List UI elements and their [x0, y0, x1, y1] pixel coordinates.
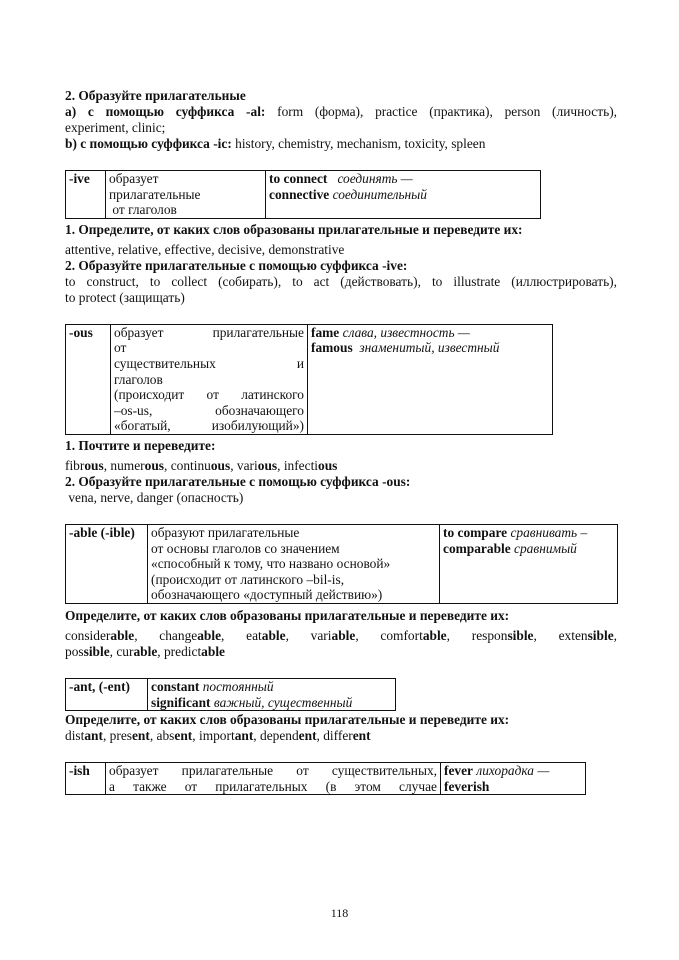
example-translation: знаменитый, известный [359, 340, 500, 356]
desc-line: «богатый, изобилующий») [114, 418, 304, 434]
word-suffix: able [201, 643, 225, 659]
word-separator: , [103, 457, 111, 473]
word-stem: eat [246, 627, 262, 643]
example-word: feverish [444, 778, 490, 794]
word-stem: abs [156, 728, 175, 744]
page-content [65, 88, 617, 795]
word-separator: , [163, 457, 171, 473]
word-suffix: able [422, 627, 447, 643]
word-suffix: ous [318, 457, 338, 473]
task-heading: Определите, от каких слов образованы прилагательные и переведите их: [65, 607, 510, 623]
desc-line: существительных и [114, 355, 304, 371]
example-translation: постоянный [202, 678, 274, 694]
word-suffix: ent [352, 728, 371, 744]
word-item [164, 644, 225, 659]
word-suffix: ent [298, 728, 317, 744]
word-suffix: able [197, 627, 222, 643]
word-suffix: ent [131, 728, 150, 744]
example-translation: сравнивать – [510, 524, 588, 540]
word-stem: continu [170, 457, 211, 473]
task-words: vena, nerve, danger (опасность) [65, 489, 244, 505]
desc-line: образует прилагательные [114, 324, 304, 340]
word-stem: change [159, 627, 198, 643]
description-cell [111, 324, 308, 434]
task-b-label: b) с помощью суффикса -ic: [65, 136, 232, 151]
word-suffix: able [110, 627, 135, 643]
word-separator: , [102, 728, 110, 744]
suffix-table-ive [65, 170, 541, 219]
word-separator: , [109, 643, 117, 659]
word-item [237, 458, 284, 473]
task-heading: 1. Определите, от каких слов образованы прилагательные и переведите их: [65, 221, 523, 237]
desc-line: –os-us, обозначающего [114, 402, 304, 418]
word-item [65, 644, 116, 659]
word-stem: differ [323, 728, 353, 744]
word-stem: numer [110, 457, 145, 473]
word-item [110, 458, 170, 473]
word-stem: vari [310, 627, 332, 643]
word-stem: consider [65, 627, 111, 643]
word-separator: , [157, 643, 164, 659]
suffix-table-ant [65, 678, 396, 711]
desc-line: а также от прилагательных (в этом случае [109, 778, 437, 794]
description-cell [148, 524, 440, 603]
suffix-cell: -able (-ible) [66, 524, 148, 603]
task-words [65, 728, 617, 744]
desc-line: обозначающего «доступный действию») [151, 587, 383, 603]
word-stem: fibr [65, 457, 85, 473]
word-item [284, 458, 338, 473]
word-item [110, 728, 157, 743]
word-separator: , [149, 728, 157, 744]
word-separator: , [134, 627, 138, 643]
word-separator: , [277, 457, 284, 473]
word-item [65, 628, 138, 643]
word-stem: pos [65, 643, 84, 659]
task-words: to construct, to collect (собирать), to act (действовать), to illustrate (иллюстрировать), [65, 273, 617, 289]
example-cell [266, 171, 541, 219]
word-suffix: ous [144, 457, 164, 473]
word-separator: , [192, 728, 199, 744]
task-b-words: history, chemistry, mechanism, toxicity, spleen [231, 136, 486, 151]
word-suffix: sible [507, 627, 534, 643]
word-stem: respon [471, 627, 508, 643]
example-translation: лихорадка — [476, 763, 550, 779]
word-item [380, 628, 450, 643]
word-item [199, 728, 260, 743]
word-suffix: able [331, 627, 356, 643]
example-translation: слава, известность — [342, 324, 470, 340]
example-word: significant [151, 694, 211, 710]
example-word: connective [269, 186, 330, 202]
word-suffix: able [133, 643, 158, 659]
word-stem: import [198, 728, 235, 744]
word-item [311, 628, 359, 643]
example-cell [148, 678, 396, 710]
word-item [559, 628, 617, 643]
desc-line: образует прилагательные от существительных, [109, 763, 437, 779]
word-stem: cur [116, 643, 134, 659]
word-item [171, 458, 237, 473]
word-separator: , [613, 627, 617, 643]
description-cell [106, 171, 266, 219]
task-a-label: a) с помощью суффикса -al: [65, 104, 266, 119]
word-suffix: able [261, 627, 286, 643]
word-separator: , [316, 728, 324, 744]
word-suffix: ant [84, 728, 103, 744]
example-word: fame [311, 324, 340, 340]
task-words: to protect (защищать) [65, 289, 185, 305]
example-word: constant [151, 678, 200, 694]
word-item [65, 728, 110, 743]
word-suffix: ous [210, 457, 231, 473]
example-word: to compare [443, 524, 508, 540]
example-cell [308, 324, 553, 434]
example-word: famous [311, 340, 353, 356]
task-heading: 1. Почтите и переведите: [65, 437, 216, 453]
desc-line: от глаголов [109, 202, 177, 218]
word-stem: depend [260, 728, 299, 744]
task-a-words-cont: experiment, clinic; [65, 120, 166, 135]
word-separator: , [446, 627, 450, 643]
task-a [65, 104, 617, 120]
desc-line: образует [109, 171, 159, 186]
section-title: 2. Образуйте прилагательные [65, 88, 246, 103]
word-item [65, 458, 110, 473]
word-suffix: ent [174, 728, 193, 744]
word-item [472, 628, 537, 643]
suffix-cell: -ive [66, 171, 106, 219]
word-separator: , [253, 728, 260, 744]
example-translation: соединительный [332, 186, 427, 202]
word-separator: , [221, 627, 225, 643]
suffix-cell: -ant, (-ent) [66, 678, 148, 710]
example-word: fever [444, 763, 473, 779]
task-heading: 2. Образуйте прилагательные с помощью суффикса -ive: [65, 257, 408, 273]
page-number: 118 [330, 906, 349, 920]
word-suffix: sible [587, 627, 614, 643]
example-translation: сравнимый [514, 540, 577, 556]
word-item [157, 728, 199, 743]
word-stem: predict [163, 643, 202, 659]
word-item [323, 728, 370, 743]
suffix-cell: -ous [66, 324, 111, 434]
word-item [159, 628, 224, 643]
word-stem: exten [558, 627, 588, 643]
example-translation: соединять — [337, 171, 413, 186]
description-cell [106, 763, 441, 795]
example-translation: важный, существенный [213, 694, 353, 710]
word-stem: pres [109, 728, 132, 744]
suffix-table-able [65, 524, 618, 604]
word-separator: , [355, 627, 359, 643]
desc-line: «способный к тому, что названо основой» [151, 556, 391, 572]
word-suffix: ous [84, 457, 104, 473]
word-item [260, 728, 323, 743]
desc-line: (происходит от латинского –bil-is, [151, 571, 345, 587]
task-words: attentive, relative, effective, decisive, demonstrative [65, 241, 345, 257]
word-item [116, 644, 164, 659]
suffix-table-ous [65, 324, 553, 435]
word-stem: dist [65, 728, 85, 744]
word-item [246, 628, 289, 643]
task-words [65, 644, 617, 660]
example-cell [441, 763, 586, 795]
word-suffix: ant [234, 728, 254, 744]
word-stem: infecti [283, 457, 319, 473]
example-cell [440, 524, 618, 603]
task-a-words: form (форма), practice (практика), person (личность), [265, 104, 617, 119]
suffix-cell: -ish [66, 763, 106, 795]
task-words [65, 628, 617, 644]
desc-line: от [114, 340, 127, 356]
desc-line: от основы глаголов со значением [151, 540, 340, 556]
word-separator: , [230, 457, 237, 473]
desc-line: (происходит от латинского [114, 387, 304, 403]
word-suffix: sible [83, 643, 110, 659]
example-word: to connect [269, 171, 328, 186]
task-b [65, 136, 617, 152]
word-stem: vari [236, 457, 258, 473]
task-words [65, 458, 617, 474]
task-heading: 2. Образуйте прилагательные с помощью суффикса -ous: [65, 473, 411, 489]
word-separator: , [533, 627, 537, 643]
word-separator: , [285, 627, 289, 643]
desc-line: прилагательные [109, 186, 201, 202]
word-stem: comfort [380, 627, 423, 643]
example-word: comparable [443, 540, 511, 556]
task-heading: Определите, от каких слов образованы прилагательные и переведите их: [65, 712, 510, 728]
word-suffix: ous [257, 457, 278, 473]
suffix-table-ish [65, 762, 586, 795]
desc-line: глаголов [114, 371, 163, 387]
desc-line: образуют прилагательные [151, 524, 300, 540]
